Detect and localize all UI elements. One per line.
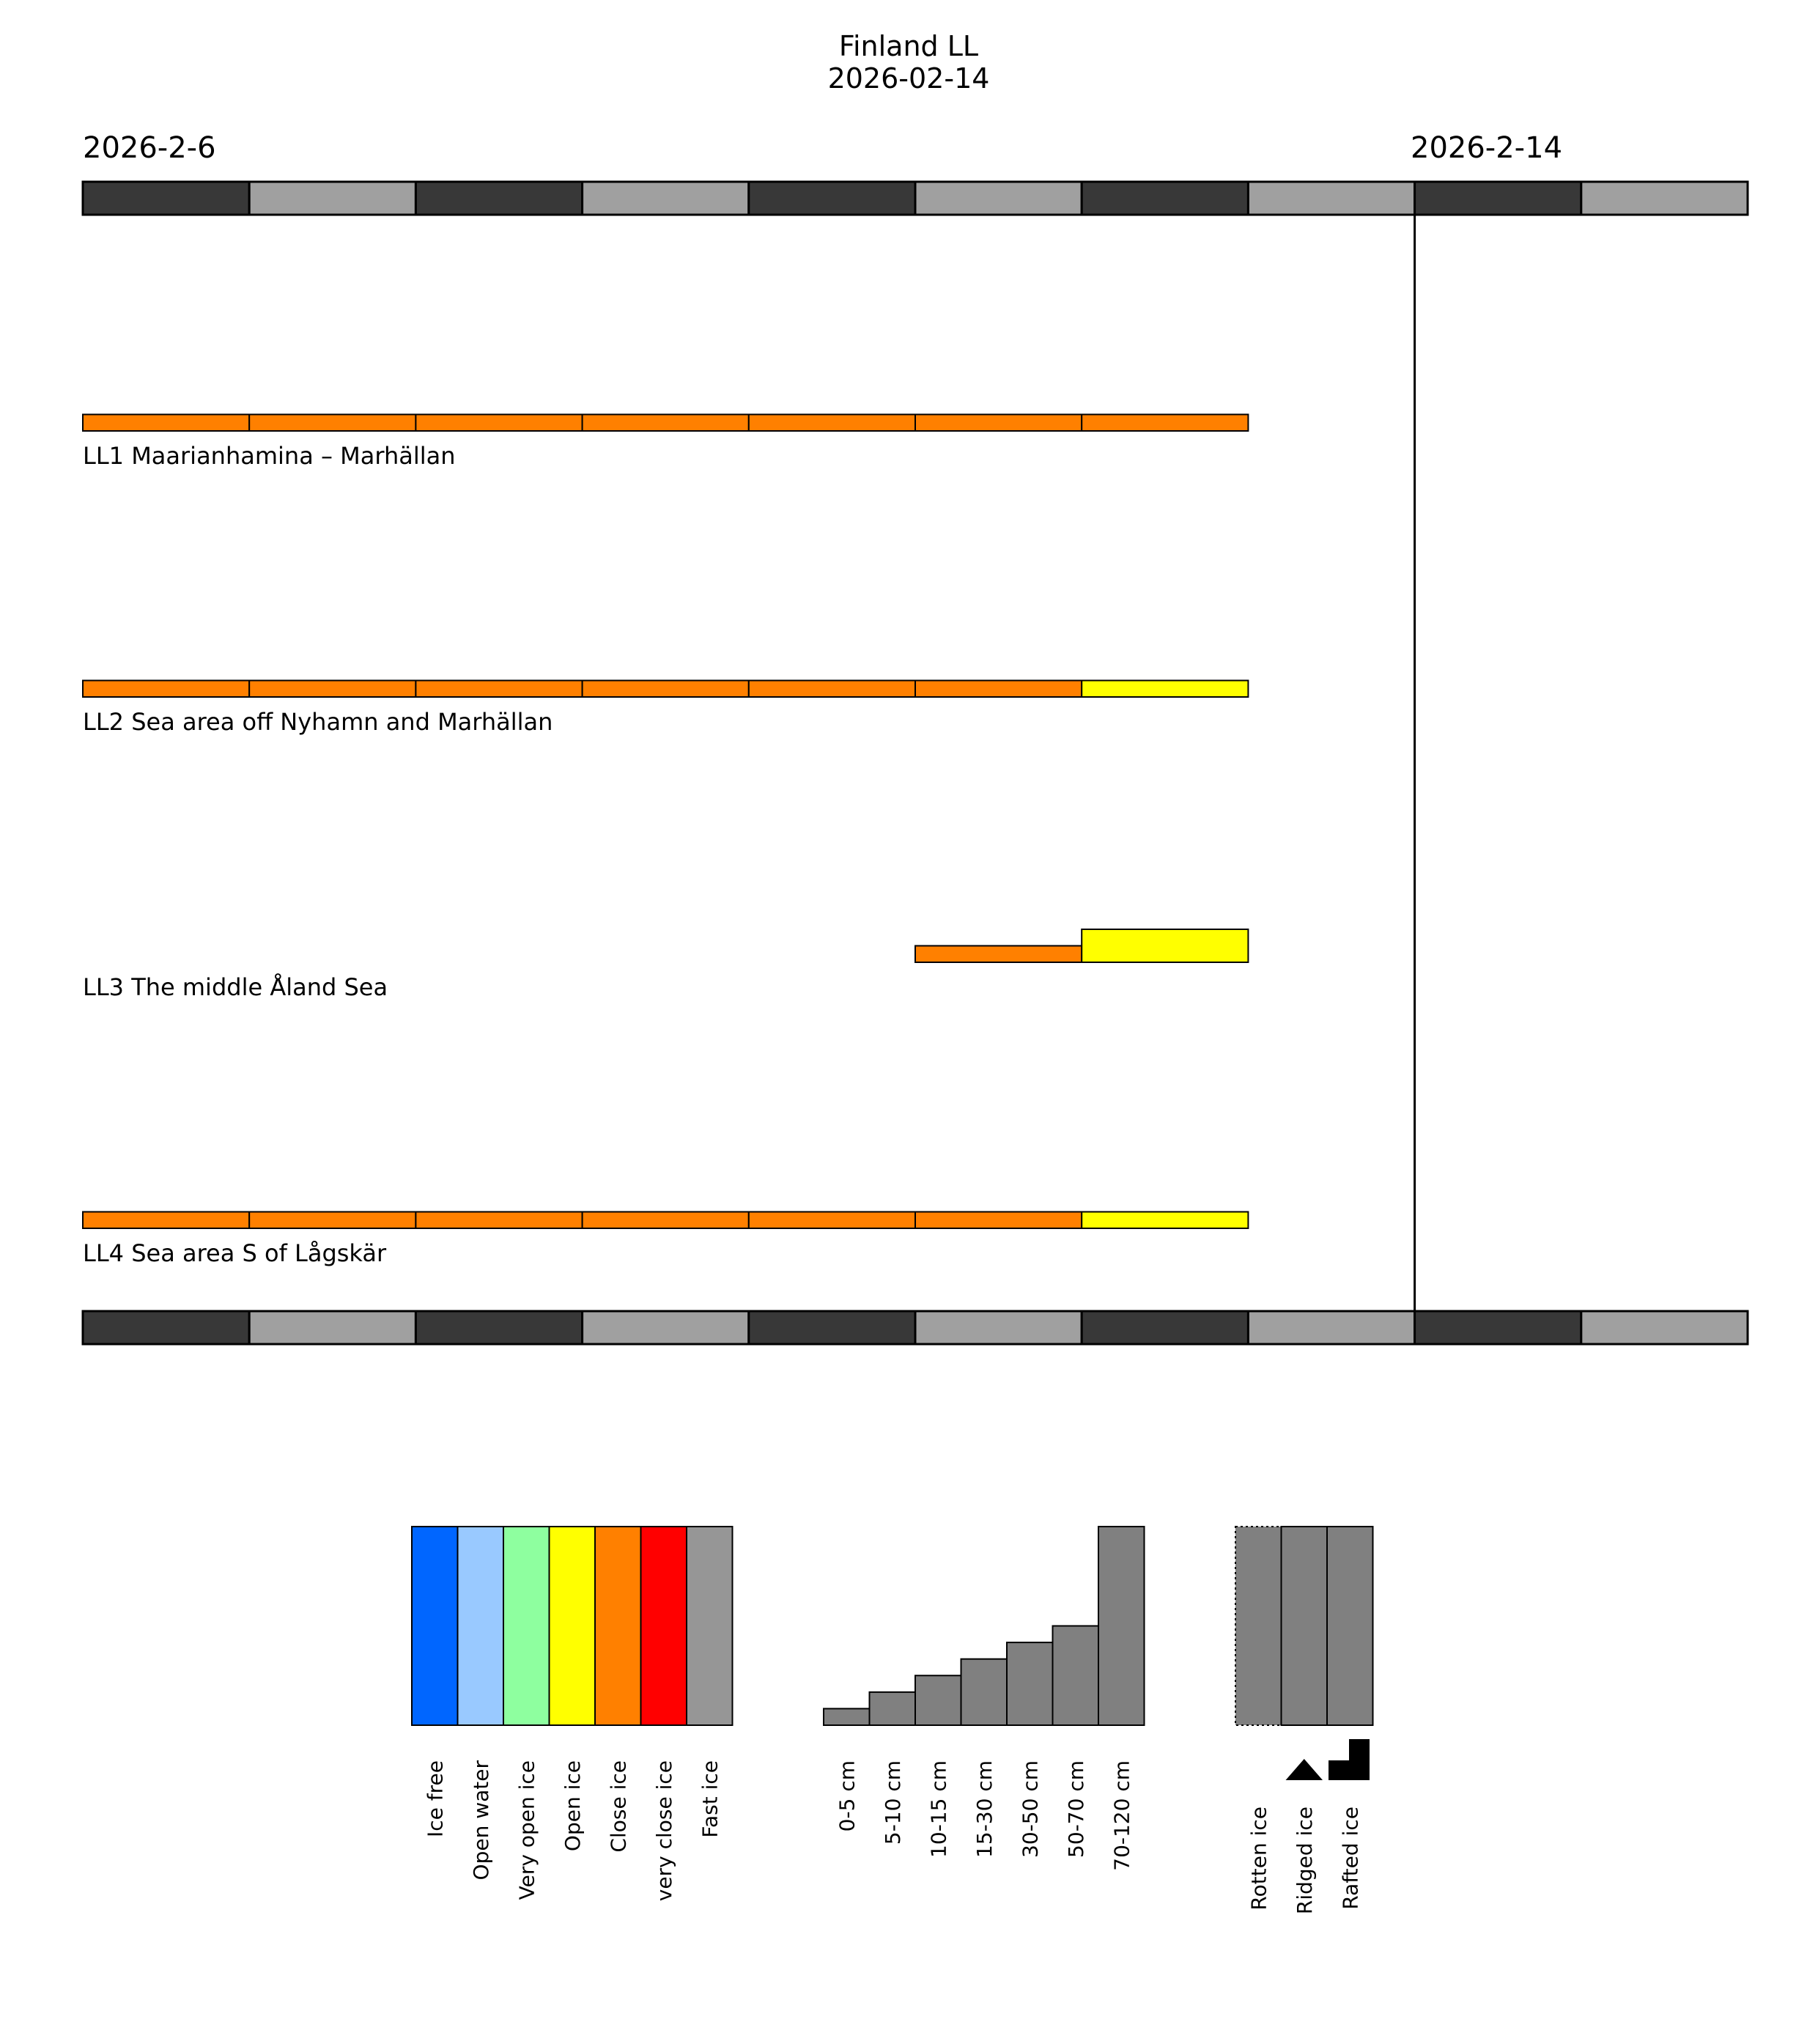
legend-concentration-swatch [458,1527,504,1725]
timeline-day-cell [1581,1311,1748,1344]
ice-bar [915,415,1082,432]
timeline-day-cell [1415,182,1581,215]
legend-concentration-swatch [595,1527,641,1725]
legend-concentration-label: Very open ice [514,1760,539,1900]
timeline-day-cell [83,182,249,215]
timeline-day-cell [915,182,1082,215]
ice-bar [415,1212,582,1229]
legend-concentration-swatch [687,1527,733,1725]
rafted-ice-icon [1329,1739,1370,1780]
legend-ice-type-label: Ridged ice [1292,1807,1317,1915]
timeline-day-cell [415,1311,582,1344]
ice-bar [749,415,915,432]
legend-ice-type-swatch [1327,1527,1373,1725]
ice-bar [915,946,1082,963]
ice-bar [415,415,582,432]
legend-concentration-swatch [641,1527,687,1725]
legend-thickness-swatch [870,1692,916,1725]
area-label: LL1 Maarianhamina – Marhällan [83,442,456,470]
timeline-day-cell [83,1311,249,1344]
legend-ice-type-label: Rafted ice [1338,1807,1363,1910]
ice-bar [249,415,415,432]
legend-thickness-label: 70-120 cm [1109,1760,1134,1871]
timeline-day-cell [583,182,749,215]
timeline-top [83,182,1748,215]
ice-bar [83,681,249,698]
timeline-day-cell [415,182,582,215]
legend-concentration-swatch [550,1527,596,1725]
legend-thickness-swatch [961,1659,1008,1725]
legend-thickness-swatch [1053,1626,1099,1726]
ice-bar [583,1212,749,1229]
timeline-day-cell [749,1311,915,1344]
legend-concentration-label: very close ice [651,1760,676,1902]
legend-concentration-label: Ice free [423,1760,448,1837]
timeline-day-cell [249,1311,415,1344]
legend-thickness-label: 10-15 cm [926,1760,951,1858]
legend-concentration-label: Open ice [560,1760,585,1852]
ice-bar [749,681,915,698]
legend-concentration [412,1527,733,1901]
ice-bar [1082,1212,1248,1229]
legend-thickness-label: 30-50 cm [1018,1760,1043,1858]
ice-bar [749,1212,915,1229]
legend-thickness [824,1527,1145,1871]
legend-concentration-swatch [412,1527,458,1725]
chart-subtitle: 2026-02-14 [827,62,990,95]
area-rows [83,415,1248,1268]
ice-bar [583,681,749,698]
legend-concentration-label: Fast ice [698,1760,723,1838]
area-row [83,929,1248,1001]
legend-thickness-label: 5-10 cm [880,1760,905,1845]
legend-concentration-label: Close ice [606,1760,631,1853]
timeline-day-cell [1082,182,1248,215]
ice-bar [83,415,249,432]
date-start-label: 2026-2-6 [83,131,216,165]
legend-concentration-swatch [503,1527,550,1725]
legend-thickness-label: 15-30 cm [972,1760,997,1858]
timeline-day-cell [1415,1311,1581,1344]
ice-bar [1082,681,1248,698]
area-label: LL4 Sea area S of Lågskär [83,1239,387,1267]
legend-thickness-swatch [1098,1527,1145,1725]
legend-ice-type-swatch [1235,1527,1282,1725]
ice-bar [1082,929,1248,962]
date-current-label: 2026-2-14 [1411,131,1563,165]
ice-bar [1082,415,1248,432]
timeline-day-cell [1581,182,1748,215]
legend-ice-type-label: Rotten ice [1246,1807,1271,1911]
timeline-day-cell [249,182,415,215]
legend-thickness-label: 50-70 cm [1063,1760,1088,1858]
ridged-ice-icon [1286,1759,1323,1780]
timeline-bottom [83,1311,1748,1344]
timeline-day-cell [749,182,915,215]
legend-thickness-label: 0-5 cm [835,1760,860,1832]
ice-bar [83,1212,249,1229]
area-row [83,415,1248,471]
area-label: LL3 The middle Åland Sea [83,973,388,1001]
area-row [83,681,1248,737]
chart-title: Finland LL [838,30,979,62]
ice-bar [583,415,749,432]
ice-bar [915,681,1082,698]
ice-bar [915,1212,1082,1229]
legend-ice-types [1235,1527,1373,1914]
timeline-day-cell [1082,1311,1248,1344]
area-row [83,1212,1248,1268]
ice-bar [249,681,415,698]
area-label: LL2 Sea area off Nyhamn and Marhällan [83,708,553,736]
timeline-day-cell [583,1311,749,1344]
legend-thickness-swatch [824,1708,870,1725]
timeline-day-cell [1248,182,1414,215]
ice-bar [249,1212,415,1229]
legend-thickness-swatch [1007,1642,1053,1725]
ice-bar [415,681,582,698]
legend-ice-type-swatch [1282,1527,1328,1725]
timeline-day-cell [1248,1311,1414,1344]
timeline-day-cell [915,1311,1082,1344]
legend-thickness-swatch [915,1675,961,1725]
legend-concentration-label: Open water [468,1760,493,1881]
